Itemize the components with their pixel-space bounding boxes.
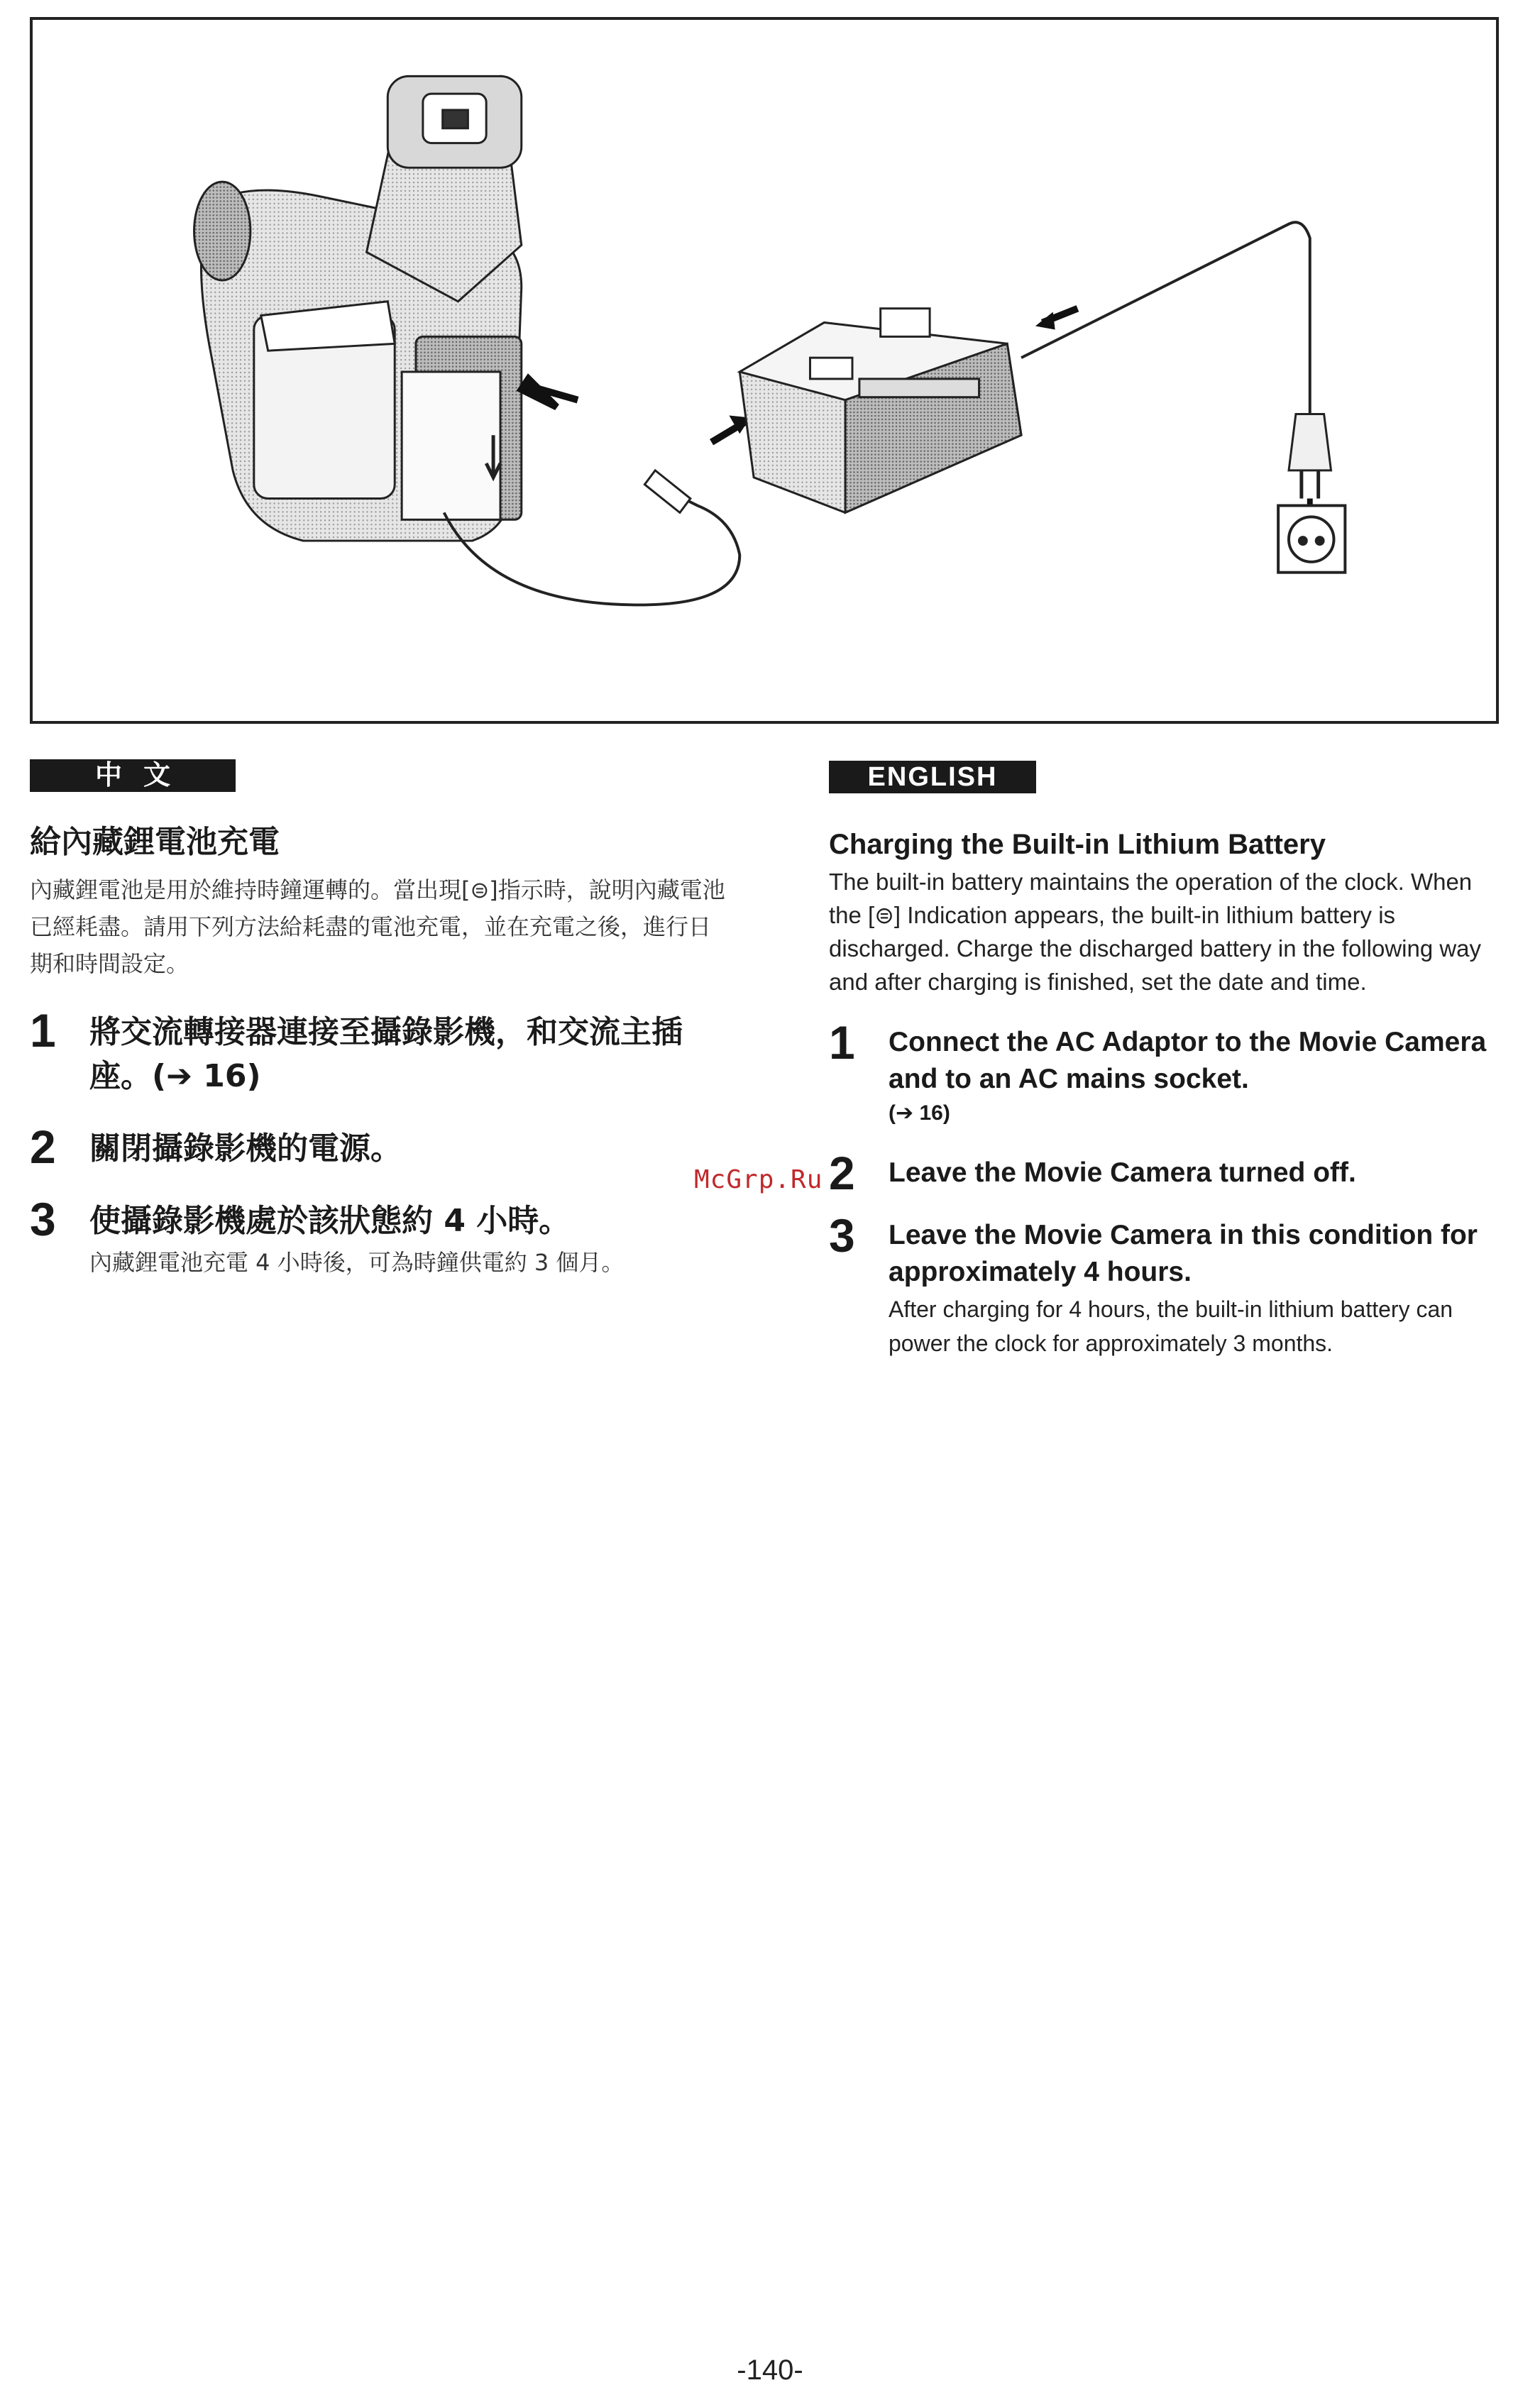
step-text: Leave the Movie Camera in this condition for approximately 4 hours. (889, 1220, 1478, 1287)
step-number: 3 (829, 1209, 855, 1262)
step-number: 2 (829, 1147, 855, 1199)
page-reference: (➔ 16) (889, 1101, 950, 1125)
intro-paragraph: 內藏鋰電池是用於維持時鐘運轉的。當出現[⊜]指示時，說明內藏電池已經耗盡。請用下列方法給耗盡的電池充電，並在充電之後，進行日期和時間設定。 (30, 876, 725, 977)
step-text: Leave the Movie Camera turned off. (889, 1157, 1356, 1188)
step-item (30, 1004, 725, 1098)
step-item (30, 1120, 725, 1173)
ac-adaptor-icon (739, 309, 1021, 513)
step-note: After charging for 4 hours, the built-in lithium battery can power the clock for approximately 3 months. (889, 1296, 1453, 1356)
step-text: 關閉攝錄影機的電源。 (89, 1130, 402, 1167)
step-text: Connect the AC Adaptor to the Movie Camera and to an AC mains socket. (889, 1027, 1487, 1094)
step-item (829, 1016, 1510, 1129)
step-text: 將交流轉接器連接至攝錄影機，和交流主插座。(➔ 16) (89, 1014, 683, 1094)
section-title: 給內藏鋰電池充電 (30, 824, 280, 860)
english-column (829, 829, 1510, 1360)
step-item (829, 1147, 1510, 1199)
charging-illustration (33, 20, 1496, 721)
watermark: McGrp.Ru (694, 1165, 823, 1194)
chinese-column (30, 816, 725, 1279)
step-item (30, 1193, 725, 1279)
step-number: 1 (829, 1016, 855, 1069)
page-number: -140- (737, 2355, 803, 2386)
step-number: 2 (30, 1120, 56, 1173)
language-tag-chinese: 中文 (30, 759, 236, 792)
arrow-icon (522, 379, 578, 407)
language-tag-english: ENGLISH (829, 761, 1036, 793)
power-plug-icon (1289, 414, 1331, 499)
intro-paragraph: The built-in battery maintains the operation of the clock. When the [⊜] Indication appears, the built-in lithium battery is discharged. Charge the discharged battery in the following way and after charging is finished, set the date and time. (829, 869, 1482, 995)
step-number: 3 (30, 1193, 56, 1245)
step-text: 使攝錄影機處於該狀態約 4 小時。 (89, 1203, 571, 1239)
illustration-frame (30, 17, 1499, 724)
wall-socket-icon (1278, 505, 1345, 572)
step-note: 內藏鋰電池充電 4 小時後，可為時鐘供電約 3 個月。 (89, 1249, 625, 1276)
step-number: 1 (30, 1004, 56, 1057)
step-item (829, 1209, 1510, 1360)
camera-icon (194, 76, 522, 541)
section-title: Charging the Built-in Lithium Battery (829, 829, 1326, 860)
